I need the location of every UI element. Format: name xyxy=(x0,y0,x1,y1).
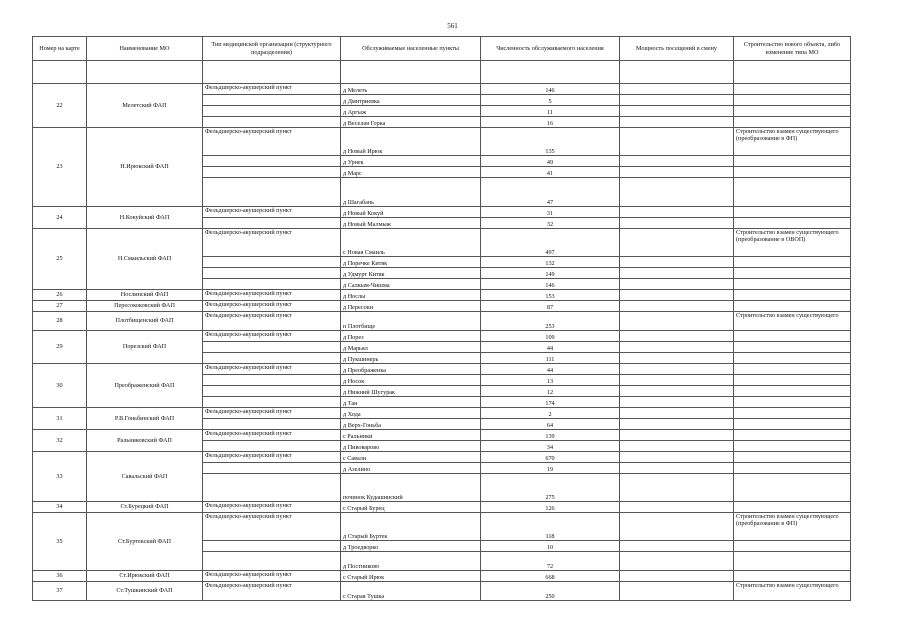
settlement-name: д Носок xyxy=(341,375,481,386)
facility-type: Фельдшерско-акушерский пункт xyxy=(203,207,341,218)
settlement-name: д Удмурт Китяк xyxy=(341,268,481,279)
facility-number: 23 xyxy=(33,128,87,207)
capacity-value xyxy=(620,541,734,552)
settlement-name: д Тан xyxy=(341,397,481,408)
construction-note xyxy=(734,386,851,397)
capacity-value xyxy=(620,364,734,375)
population-value: 10 xyxy=(481,541,620,552)
header-name: Наименование МО xyxy=(87,37,203,61)
table-row xyxy=(33,312,851,331)
construction-note xyxy=(734,106,851,117)
settlement-name: д Шагабань xyxy=(341,178,481,207)
construction-note xyxy=(734,95,851,106)
facility-type xyxy=(203,342,341,353)
facility-type: Фельдшерско-акушерский пункт xyxy=(203,430,341,441)
construction-note xyxy=(734,463,851,474)
capacity-value xyxy=(620,178,734,207)
facility-name: Н.Ирюкский ФАП xyxy=(87,128,203,207)
facility-type: Фельдшерско-акушерский пункт xyxy=(203,408,341,419)
table-body xyxy=(33,61,851,601)
population-value: 5 xyxy=(481,95,620,106)
capacity-value xyxy=(620,342,734,353)
facility-name: Н.Смаильский ФАП xyxy=(87,229,203,290)
construction-note xyxy=(734,452,851,463)
settlement-name: д Пересоки xyxy=(341,301,481,312)
settlement-name: д Веселая Горка xyxy=(341,117,481,128)
facility-type xyxy=(203,268,341,279)
header-row xyxy=(33,37,851,61)
settlement-name: д Троедворко xyxy=(341,541,481,552)
population-value: 109 xyxy=(481,331,620,342)
capacity-value xyxy=(620,452,734,463)
capacity-value xyxy=(620,257,734,268)
construction-note xyxy=(734,397,851,408)
population-value: 13 xyxy=(481,375,620,386)
facility-number: 36 xyxy=(33,571,87,582)
table-row xyxy=(33,229,851,257)
settlement-name: д Ходa xyxy=(341,408,481,419)
population-value: 47 xyxy=(481,178,620,207)
facility-number: 25 xyxy=(33,229,87,290)
settlement-name: д Поречке Китяк xyxy=(341,257,481,268)
construction-note xyxy=(734,342,851,353)
population-value: 250 xyxy=(481,582,620,601)
facility-number: 31 xyxy=(33,408,87,430)
settlement-name: с Ральники xyxy=(341,430,481,441)
population-value: 174 xyxy=(481,397,620,408)
construction-note xyxy=(734,84,851,95)
facility-type: Фельдшерско-акушерский пункт xyxy=(203,571,341,582)
facility-type xyxy=(203,95,341,106)
settlement-name: д Марс xyxy=(341,167,481,178)
facility-type xyxy=(203,218,341,229)
construction-note xyxy=(734,178,851,207)
population-value: 64 xyxy=(481,419,620,430)
capacity-value xyxy=(620,463,734,474)
capacity-value xyxy=(620,167,734,178)
construction-note xyxy=(734,474,851,502)
facility-type xyxy=(203,441,341,452)
construction-note xyxy=(734,375,851,386)
facility-type: Фельдшерско-акушерский пункт xyxy=(203,513,341,541)
facility-type: Фельдшерско-акушерский пункт xyxy=(203,452,341,463)
population-value: 149 xyxy=(481,268,620,279)
facility-type: Фельдшерско-акушерский пункт xyxy=(203,582,341,601)
population-value: 497 xyxy=(481,229,620,257)
header-population: Численность обслуживаемого населения xyxy=(481,37,620,61)
settlement-name: д Аргыж xyxy=(341,106,481,117)
settlement-name: д Пивоварово xyxy=(341,441,481,452)
facility-type: Фельдшерско-акушерский пункт xyxy=(203,128,341,156)
population-value: 44 xyxy=(481,364,620,375)
facility-number: 27 xyxy=(33,301,87,312)
capacity-value xyxy=(620,84,734,95)
table-row xyxy=(33,128,851,156)
table-row xyxy=(33,513,851,541)
construction-note: Строительство взамен существующего (преобразование в ФП) xyxy=(734,513,851,541)
construction-note xyxy=(734,268,851,279)
population-value: 132 xyxy=(481,257,620,268)
population-value: 34 xyxy=(481,441,620,452)
facility-type xyxy=(203,552,341,571)
population-value: 126 xyxy=(481,502,620,513)
facility-number: 28 xyxy=(33,312,87,331)
population-value: 118 xyxy=(481,513,620,541)
capacity-value xyxy=(620,331,734,342)
capacity-value xyxy=(620,582,734,601)
table-row xyxy=(33,84,851,95)
population-value: 135 xyxy=(481,128,620,156)
capacity-value xyxy=(620,128,734,156)
capacity-value xyxy=(620,290,734,301)
construction-note xyxy=(734,156,851,167)
population-value: 153 xyxy=(481,290,620,301)
facility-type: Фельдшерско-акушерский пункт xyxy=(203,502,341,513)
construction-note xyxy=(734,167,851,178)
construction-note xyxy=(734,301,851,312)
construction-note xyxy=(734,364,851,375)
population-value: 253 xyxy=(481,312,620,331)
facility-name: Мелетский ФАП xyxy=(87,84,203,128)
facility-number: 29 xyxy=(33,331,87,364)
facility-type xyxy=(203,353,341,364)
settlement-name: д Новый Кокуй xyxy=(341,207,481,218)
capacity-value xyxy=(620,301,734,312)
settlement-name: д Урнек xyxy=(341,156,481,167)
facility-type: Фельдшерско-акушерский пункт xyxy=(203,301,341,312)
table-row xyxy=(33,290,851,301)
capacity-value xyxy=(620,95,734,106)
capacity-value xyxy=(620,218,734,229)
settlement-name: д Марьял xyxy=(341,342,481,353)
capacity-value xyxy=(620,386,734,397)
table-row xyxy=(33,502,851,513)
population-value: 668 xyxy=(481,571,620,582)
settlement-name: д Порез xyxy=(341,331,481,342)
facility-type xyxy=(203,178,341,207)
settlement-name: с Савали xyxy=(341,452,481,463)
page-number: 561 xyxy=(447,22,458,30)
facility-type xyxy=(203,541,341,552)
facility-type xyxy=(203,397,341,408)
facility-type xyxy=(203,386,341,397)
facility-name: Нослинский ФАП xyxy=(87,290,203,301)
settlement-name: с Новая Смаиль xyxy=(341,229,481,257)
facility-name: Преображенский ФАП xyxy=(87,364,203,408)
settlement-name: д Верх-Гоньба xyxy=(341,419,481,430)
construction-note xyxy=(734,218,851,229)
construction-note xyxy=(734,279,851,290)
facility-type xyxy=(203,419,341,430)
facility-name: Ст.Буртекский ФАП xyxy=(87,513,203,571)
table-row xyxy=(33,364,851,375)
population-value: 19 xyxy=(481,463,620,474)
table-row xyxy=(33,331,851,342)
capacity-value xyxy=(620,279,734,290)
facility-number: 35 xyxy=(33,513,87,571)
settlement-name: д Постниково xyxy=(341,552,481,571)
facility-name: Ральниковский ФАП xyxy=(87,430,203,452)
construction-note xyxy=(734,419,851,430)
facility-number: 34 xyxy=(33,502,87,513)
header-type: Тип медицинской организации (структурного подразделения) xyxy=(203,37,341,61)
facility-type xyxy=(203,117,341,128)
construction-note xyxy=(734,117,851,128)
facility-type xyxy=(203,463,341,474)
facility-number: 33 xyxy=(33,452,87,502)
facility-type xyxy=(203,474,341,502)
facility-type xyxy=(203,257,341,268)
construction-note: Строительство взамен существующего (преобразование в ФП) xyxy=(734,128,851,156)
settlement-name: д Старый Буртек xyxy=(341,513,481,541)
construction-note: Строительство взамен существующего xyxy=(734,312,851,331)
capacity-value xyxy=(620,106,734,117)
settlement-name: д Салкым-Чишма xyxy=(341,279,481,290)
capacity-value xyxy=(620,156,734,167)
capacity-value xyxy=(620,571,734,582)
table-row xyxy=(33,452,851,463)
facility-type: Фельдшерско-акушерский пункт xyxy=(203,364,341,375)
population-value: 72 xyxy=(481,552,620,571)
capacity-value xyxy=(620,441,734,452)
construction-note xyxy=(734,552,851,571)
population-value: 146 xyxy=(481,84,620,95)
facility-type xyxy=(203,156,341,167)
facility-type: Фельдшерско-акушерский пункт xyxy=(203,229,341,257)
capacity-value xyxy=(620,268,734,279)
header-construction: Строительство нового объекта, либо изменение типа МО xyxy=(734,37,851,61)
facility-name: Ст.Ирюкский ФАП xyxy=(87,571,203,582)
capacity-value xyxy=(620,513,734,541)
construction-note xyxy=(734,502,851,513)
facility-name: Ст.Бурецкий ФАП xyxy=(87,502,203,513)
facility-number: 22 xyxy=(33,84,87,128)
population-value: 31 xyxy=(481,207,620,218)
blank-row xyxy=(33,61,851,84)
construction-note xyxy=(734,408,851,419)
capacity-value xyxy=(620,419,734,430)
facility-number: 30 xyxy=(33,364,87,408)
facility-type xyxy=(203,375,341,386)
construction-note xyxy=(734,353,851,364)
settlement-name: д Новый Ирюк xyxy=(341,128,481,156)
population-value: 275 xyxy=(481,474,620,502)
facility-number: 32 xyxy=(33,430,87,452)
header-points: Обслуживаемые населенные пункты xyxy=(341,37,481,61)
settlement-name: д Дмитриевка xyxy=(341,95,481,106)
capacity-value xyxy=(620,229,734,257)
facility-number: 24 xyxy=(33,207,87,229)
facility-type: Фельдшерско-акушерский пункт xyxy=(203,84,341,95)
capacity-value xyxy=(620,474,734,502)
settlement-name: починок Кудашинский xyxy=(341,474,481,502)
facility-name: Н.Кокуйский ФАП xyxy=(87,207,203,229)
construction-note xyxy=(734,207,851,218)
population-value: 87 xyxy=(481,301,620,312)
table-row xyxy=(33,571,851,582)
facility-name: Порезский ФАП xyxy=(87,331,203,364)
construction-note xyxy=(734,430,851,441)
settlement-name: д Мелеть xyxy=(341,84,481,95)
facility-number: 26 xyxy=(33,290,87,301)
table-row xyxy=(33,430,851,441)
facility-name: Савальский ФАП xyxy=(87,452,203,502)
facility-type: Фельдшерско-акушерский пункт xyxy=(203,290,341,301)
facilities-table xyxy=(32,36,851,601)
table-row xyxy=(33,301,851,312)
table-row xyxy=(33,408,851,419)
capacity-value xyxy=(620,397,734,408)
facility-name: Плотбищенский ФАП xyxy=(87,312,203,331)
population-value: 139 xyxy=(481,430,620,441)
table-row xyxy=(33,582,851,601)
construction-note xyxy=(734,571,851,582)
facility-type: Фельдшерско-акушерский пункт xyxy=(203,331,341,342)
settlement-name: с Старый Бурец xyxy=(341,502,481,513)
facility-name: Ст.Тушкинский ФАП xyxy=(87,582,203,601)
population-value: 41 xyxy=(481,167,620,178)
capacity-value xyxy=(620,430,734,441)
construction-note xyxy=(734,257,851,268)
population-value: 2 xyxy=(481,408,620,419)
population-value: 111 xyxy=(481,353,620,364)
population-value: 49 xyxy=(481,156,620,167)
population-value: 32 xyxy=(481,218,620,229)
construction-note xyxy=(734,541,851,552)
facility-type xyxy=(203,167,341,178)
facility-type xyxy=(203,279,341,290)
header-capacity: Мощность посещений в смену xyxy=(620,37,734,61)
settlement-name: д Пукшинерь xyxy=(341,353,481,364)
population-value: 44 xyxy=(481,342,620,353)
population-value: 670 xyxy=(481,452,620,463)
facility-name: Р.В.Гоньбинский ФАП xyxy=(87,408,203,430)
construction-note xyxy=(734,441,851,452)
capacity-value xyxy=(620,353,734,364)
construction-note xyxy=(734,331,851,342)
settlement-name: с Старый Ирюк xyxy=(341,571,481,582)
capacity-value xyxy=(620,502,734,513)
capacity-value xyxy=(620,207,734,218)
settlement-name: д Новый Малмыж xyxy=(341,218,481,229)
facility-type: Фельдшерско-акушерский пункт xyxy=(203,312,341,331)
capacity-value xyxy=(620,312,734,331)
facility-name: Пересококовский ФАП xyxy=(87,301,203,312)
construction-note xyxy=(734,290,851,301)
population-value: 12 xyxy=(481,386,620,397)
table-row xyxy=(33,207,851,218)
settlement-name: д Ноcлы xyxy=(341,290,481,301)
construction-note: Строительство взамен существующего (преобразование в ОВОП) xyxy=(734,229,851,257)
capacity-value xyxy=(620,375,734,386)
construction-note: Строительство взамен существующего xyxy=(734,582,851,601)
capacity-value xyxy=(620,408,734,419)
settlement-name: д Преображенка xyxy=(341,364,481,375)
facility-type xyxy=(203,106,341,117)
settlement-name: с Старая Тушка xyxy=(341,582,481,601)
facility-number: 37 xyxy=(33,582,87,601)
settlement-name: д Нижний Шугурак xyxy=(341,386,481,397)
settlement-name: д Азелино xyxy=(341,463,481,474)
header-number: Номер на карте xyxy=(33,37,87,61)
capacity-value xyxy=(620,117,734,128)
population-value: 146 xyxy=(481,279,620,290)
settlement-name: п Плотбище xyxy=(341,312,481,331)
capacity-value xyxy=(620,552,734,571)
population-value: 16 xyxy=(481,117,620,128)
population-value: 11 xyxy=(481,106,620,117)
